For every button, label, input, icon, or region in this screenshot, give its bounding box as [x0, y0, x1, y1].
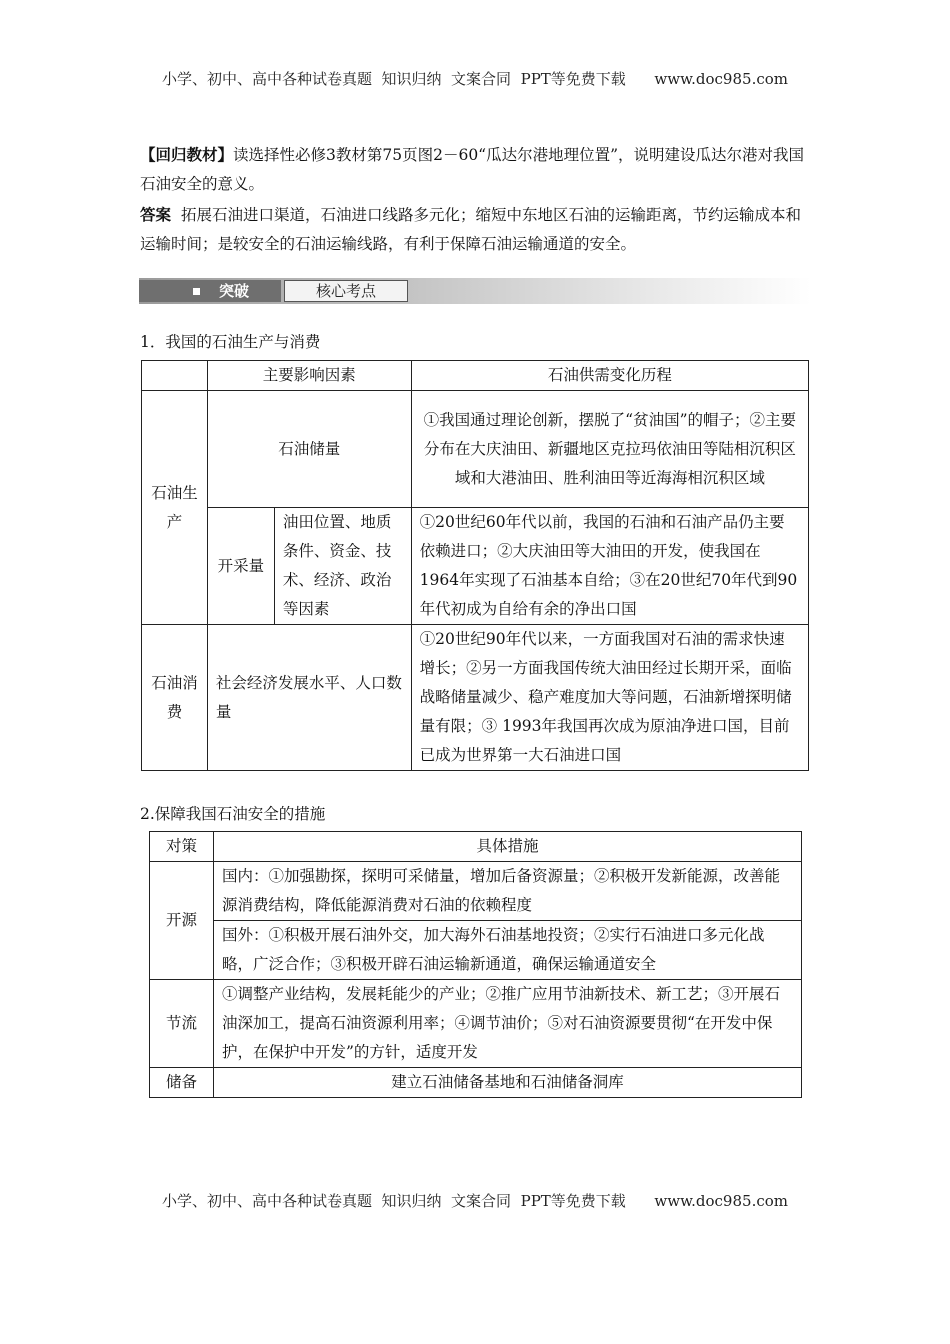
jieliu-text: ①调整产业结构，发展耗能少的产业；②推广应用节油新技术、新工艺；③开展石油深加工，提高石油资源利用率；④调节油价；⑤对石油资源要贯彻“在开发中保护，在保护中开发”的方针，适度开发	[213, 980, 801, 1068]
consumption-text: ①20世纪90年代以来，一方面我国对石油的需求快速增长；②另一方面我国传统大油田经过长期开采，面临战略储量减少、稳产难度加大等问题，石油新增探明储量有限；③ 1993年我国再次成为原油净进口国，目前已成为世界第一大石油进口国	[411, 625, 808, 771]
reserves-text: ①我国通过理论创新，摆脱了“贫油国”的帽子；②主要分布在大庆油田、新疆地区克拉玛依油田等陆相沉积区域和大港油田、胜利油田等近海海相沉积区域	[411, 391, 808, 508]
output-label: 开采量	[207, 508, 274, 625]
page-footer: 小学、初中、高中各种试卷真题 知识归纳 文案合同 PPT等免费下载 www.doc985.com	[161, 1192, 788, 1210]
output-factors: 油田位置、地质条件、资金、技术、经济、政治等因素	[274, 508, 411, 625]
answer-label: 答案	[140, 205, 172, 224]
oil-production-consumption-table	[141, 360, 809, 771]
table-row	[150, 862, 802, 921]
table-row	[150, 1068, 802, 1098]
header-factors: 主要影响因素	[207, 361, 411, 391]
row-label-kaiyuan: 开源	[150, 862, 214, 980]
return-textbook-label: 【回归教材】	[140, 145, 234, 164]
table-row	[150, 980, 802, 1068]
section1-title: 1．我国的石油生产与消费	[140, 333, 321, 351]
row-label-chubei: 储备	[150, 1068, 214, 1098]
section-banner	[139, 278, 811, 304]
table-row	[150, 832, 802, 862]
return-textbook-paragraph	[140, 140, 815, 199]
consumption-factors: 社会经济发展水平、人口数量	[207, 625, 411, 771]
table-row	[150, 921, 802, 980]
page-header: 小学、初中、高中各种试卷真题 知识归纳 文案合同 PPT等免费下载 www.doc985.com	[161, 70, 788, 88]
header-process: 石油供需变化历程	[411, 361, 808, 391]
header-measures: 具体措施	[213, 832, 801, 862]
row-label-jieliu: 节流	[150, 980, 214, 1068]
row-label-consumption: 石油消费	[142, 625, 208, 771]
row-label-production: 石油生产	[142, 391, 208, 625]
answer-text: 拓展石油进口渠道，石油进口线路多元化；缩短中东地区石油的运输距离，节约运输成本和运输时间；是较安全的石油运输线路，有利于保障石油运输通道的安全。	[140, 206, 802, 253]
table-cell	[142, 361, 208, 391]
table-row	[142, 625, 809, 771]
table-row	[142, 391, 809, 508]
banner-breakthrough	[139, 280, 281, 302]
banner-breakthrough-label: 突破	[219, 282, 250, 300]
table-row	[142, 508, 809, 625]
output-text: ①20世纪60年代以前，我国的石油和石油产品仍主要依赖进口；②大庆油田等大油田的开发，使我国在1964年实现了石油基本自给；③在20世纪70年代到90年代初成为自给有余的净出口国	[411, 508, 808, 625]
square-bullet-icon	[193, 288, 200, 295]
return-textbook-text: 读选择性必修3教材第75页图2－60“瓜达尔港地理位置”，说明建设瓜达尔港对我国石油安全的意义。	[140, 146, 805, 193]
table-row	[142, 361, 809, 391]
section2-title: 2.保障我国石油安全的措施	[140, 805, 326, 823]
chubei-text: 建立石油储备基地和石油储备洞库	[213, 1068, 801, 1098]
answer-paragraph	[140, 200, 815, 259]
reserves-label: 石油储量	[207, 391, 411, 508]
oil-security-measures-table	[149, 831, 802, 1098]
header-strategy: 对策	[150, 832, 214, 862]
banner-core-points: 核心考点	[284, 280, 408, 302]
kaiyuan-abroad: 国外：①积极开展石油外交，加大海外石油基地投资；②实行石油进口多元化战略，广泛合作；③积极开辟石油运输新通道，确保运输通道安全	[213, 921, 801, 980]
kaiyuan-domestic: 国内：①加强勘探，探明可采储量，增加后备资源量；②积极开发新能源，改善能源消费结构，降低能源消费对石油的依赖程度	[213, 862, 801, 921]
